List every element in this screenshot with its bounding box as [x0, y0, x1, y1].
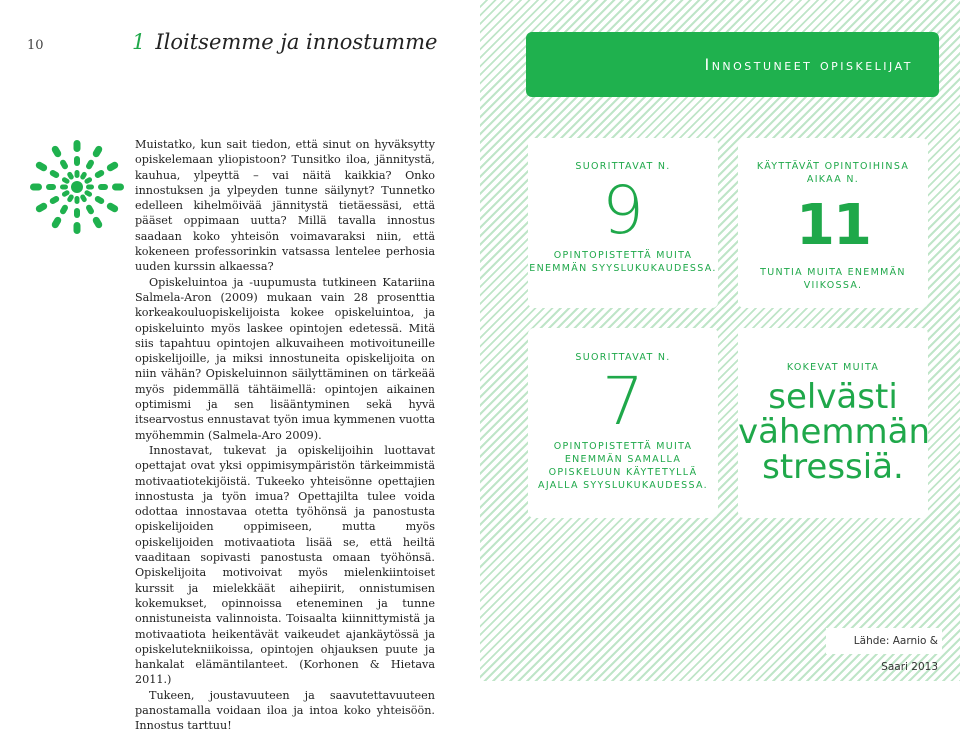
paragraph: Innostavat, tukevat ja opiskelijoihin luottavat opettajat ovat yksi oppimisympäristön tärkeimmistä motivaatiotekijöistä. Tukeeko yhteisönne opettajien innostusta ja työn imua? Opettajilta tulee voida odottaa innostavaa otetta työhönsä ja panostusta opiskelijoiden oppimiseen, mutta myös opiskelijoiden motivaatiota lisää se, että heiltä vaaditaan sopivasti panostusta omaan työhönsä. Opiskelijoita motivoivat myös mielenkiintoiset kurssit ja mielekkäät aihepiirit, onnistumisen kokemukset, opinnoissa eteneminen ja tunne onnistuneista valinnoista. Toisaalta kiinnittymistä ja motivaatiota heikentävät vaikeudet ajankäytössä ja opiskelutekniikoissa, opintojen ohjauksen puute ja hankalat elämäntilanteet. (Korhonen & Hietava 2011.) [135, 443, 435, 687]
stat-card [738, 328, 931, 518]
stat-number: 9 [602, 172, 644, 249]
stat-label: SUORITTAVAT N. [575, 352, 671, 363]
stat-description: OPINTOPISTETTÄ MUITA ENEMMÄN SAMALLA OPISKELUUN KÄYTETYLLÄ AJALLA SYYSLUKUKAUDESSA. [538, 441, 708, 491]
stat-card [738, 138, 928, 308]
source-note: Lähde: Aarnio & Saari 2013 [826, 628, 942, 654]
right-page [480, 0, 960, 681]
stat-description: OPINTOPISTETTÄ MUITA ENEMMÄN SYYSLUKUKAUDESSA. [529, 250, 717, 274]
article-body [135, 137, 435, 734]
paragraph: Opiskeluintoa ja -uupumusta tutkineen Katariina Salmela-Aron (2009) mukaan vain 28 prosenttia korkeakouluopiskelijoista kokee opiskeluintoa, ja opiskeluinto myös laskee opintojen edetessä. Mitä siis tapahtuu opintojen alkuvaiheen motivoituneille opiskelijoille, ja miksi innostuneita opiskelijoita on niin vähän? Opiskeluinnon säilyttäminen on tärkeää myös pidemmällä tähtäimellä: opintojen aikainen optimismi ja sen lisääntyminen sekä hyvä itsearvostus ennustavat työn imua kymmenen vuotta myöhemmin (Salmela-Aro 2009). [135, 275, 435, 442]
section-heading: Innostuneet opiskelijat [704, 55, 913, 74]
green-star-burst-icon [22, 132, 132, 242]
section-header [526, 32, 939, 97]
chapter-number: 1 [132, 30, 146, 54]
left-page [0, 0, 480, 733]
paragraph: Muistatko, kun sait tiedon, että sinut on hyväksytty opiskelemaan yliopistoon? Tunsitko iloa, jännitystä, kauhua, ylpeyttä – vai näitä kaikkia? Onko innostuksen ja ylpeyden tunne säilynyt? Tunnetko edelleen kihelmöivää jännitystä tietäessäsi, että pääset oppimaan uutta? Millä tavalla innostus saadaan koko yhteisön voimavaraksi niin, että kokeneen professorinkin vatsassa lentelee perhosia uuden kurssin alkaessa? [135, 138, 435, 274]
chapter-title: Iloitsemme ja innostumme [155, 30, 438, 54]
stat-label: KOKEVAT MUITA [786, 362, 880, 373]
stat-label: SUORITTAVAT N. [575, 161, 671, 172]
stat-number: 11 [796, 193, 870, 258]
stat-phrase: selvästi vähemmän stressiä. [738, 377, 931, 487]
paragraph: Tukeen, joustavuuteen ja saavutettavuuteen panostamalla voidaan iloa ja intoa koko yhteisöön. Innostus tarttuu! [135, 688, 435, 733]
stat-card [528, 328, 718, 518]
page-number: 10 [27, 38, 44, 53]
chapter-heading [132, 30, 437, 54]
stat-description: TUNTIA MUITA ENEMMÄN VIIKOSSA. [760, 267, 906, 291]
stat-number: 7 [602, 363, 644, 440]
stat-card [528, 138, 718, 308]
stat-label: KÄYTTÄVÄT OPINTOIHINSA AIKAA N. [756, 161, 910, 185]
